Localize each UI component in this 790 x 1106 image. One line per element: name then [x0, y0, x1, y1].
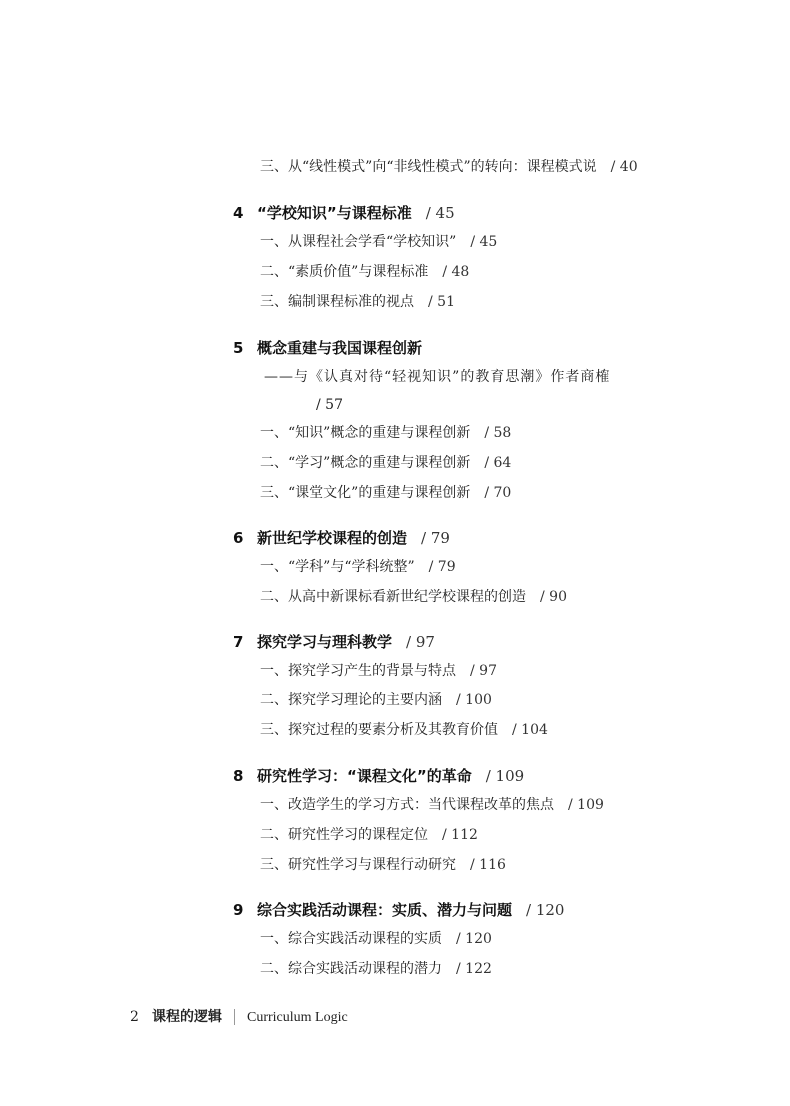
chapter-title: 综合实践活动课程：实质、潜力与问题 — [257, 901, 513, 919]
toc-section-entry[interactable] — [260, 587, 567, 607]
page-ref: / 48 — [442, 264, 470, 280]
toc-chapter-4[interactable] — [233, 203, 455, 223]
page-ref: / 97 — [470, 663, 497, 679]
page-ref: / 116 — [470, 857, 506, 873]
section-title: 三、编制课程标准的视点 — [260, 294, 414, 310]
footer-divider — [234, 1009, 235, 1025]
toc-section-entry[interactable] — [260, 825, 478, 845]
section-title: 一、“学科”与“学科统整” — [260, 559, 415, 575]
section-title: 二、“学习”概念的重建与课程创新 — [260, 455, 471, 471]
page-ref[interactable]: / 57 — [316, 397, 343, 413]
section-title: 三、探究过程的要素分析及其教育价值 — [260, 722, 498, 738]
toc-section-entry[interactable] — [260, 157, 638, 177]
page-ref: / 79 — [428, 559, 456, 575]
toc-section-entry[interactable] — [260, 720, 548, 740]
chapter-number: 5 — [233, 339, 244, 357]
section-title: 三、“课堂文化”的重建与课程创新 — [260, 485, 471, 501]
toc-section-entry[interactable] — [260, 795, 604, 815]
section-title: 三、从“线性模式”向“非线性模式”的转向：课程模式说 — [260, 159, 597, 175]
page-ref: / 100 — [456, 692, 492, 708]
toc-section-entry[interactable] — [260, 292, 455, 312]
section-title: 二、研究性学习的课程定位 — [260, 827, 428, 843]
toc-section-entry[interactable] — [260, 661, 497, 681]
toc-chapter-5[interactable] — [233, 338, 422, 358]
page-ref: / 120 — [526, 901, 565, 919]
chapter-number: 9 — [233, 901, 244, 919]
section-title: 一、“知识”概念的重建与课程创新 — [260, 425, 471, 441]
page-ref: / 45 — [425, 204, 455, 222]
section-title: 三、研究性学习与课程行动研究 — [260, 857, 456, 873]
toc-section-entry[interactable] — [260, 262, 469, 282]
toc-chapter-7[interactable] — [233, 632, 435, 652]
page-ref: / 58 — [484, 425, 512, 441]
chapter-number: 7 — [233, 633, 244, 651]
section-title: 一、探究学习产生的背景与特点 — [260, 663, 456, 679]
toc-chapter-8[interactable] — [233, 766, 524, 786]
page-ref: / 109 — [485, 767, 525, 785]
toc-section-entry[interactable] — [260, 232, 497, 252]
toc-section-entry[interactable] — [260, 855, 506, 875]
chapter-title: 探究学习与理科教学 — [257, 633, 393, 651]
toc-section-entry[interactable] — [260, 453, 511, 473]
toc-section-entry[interactable] — [260, 929, 492, 949]
chapter-title: 新世纪学校课程的创造 — [257, 529, 408, 547]
page-ref: / 112 — [442, 827, 478, 843]
page-footer — [130, 1007, 348, 1027]
section-title: 二、综合实践活动课程的潜力 — [260, 961, 442, 977]
toc-section-entry[interactable] — [260, 557, 456, 577]
page-ref: / 45 — [470, 234, 498, 250]
page-ref: / 40 — [610, 159, 638, 175]
toc-chapter-9[interactable] — [233, 900, 564, 920]
section-title: 一、从课程社会学看“学校知识” — [260, 234, 457, 250]
chapter-subtitle: ——与《认真对待“轻视知识”的教育思潮》作者商榷 — [264, 369, 611, 385]
toc-section-entry[interactable] — [260, 423, 511, 443]
toc-section-entry[interactable] — [260, 483, 511, 503]
section-title: 二、“素质价值”与课程标准 — [260, 264, 429, 280]
toc-section-entry[interactable] — [260, 690, 492, 710]
page-ref: / 122 — [456, 961, 492, 977]
footer-book-title: 课程的逻辑 — [152, 1009, 222, 1025]
section-title: 一、改造学生的学习方式：当代课程改革的焦点 — [260, 797, 554, 813]
section-title: 二、探究学习理论的主要内涵 — [260, 692, 442, 708]
page-ref: / 79 — [421, 529, 450, 547]
section-title: 二、从高中新课标看新世纪学校课程的创造 — [260, 589, 526, 605]
page-ref: / 51 — [428, 294, 455, 310]
page-ref: / 70 — [484, 485, 512, 501]
footer-english-title: Curriculum Logic — [247, 1010, 348, 1025]
chapter-title: 概念重建与我国课程创新 — [257, 339, 423, 357]
page-ref: / 64 — [484, 455, 512, 471]
chapter-title: 研究性学习：“课程文化”的革命 — [257, 767, 472, 785]
page-ref: / 109 — [568, 797, 604, 813]
chapter-number: 8 — [233, 767, 244, 785]
section-title: 一、综合实践活动课程的实质 — [260, 931, 442, 947]
footer-page-number: 2 — [130, 1009, 139, 1025]
toc-chapter-6[interactable] — [233, 528, 450, 548]
chapter-number: 4 — [233, 204, 244, 222]
page-ref: / 90 — [540, 589, 567, 605]
page-ref: / 97 — [406, 633, 435, 651]
chapter-number: 6 — [233, 529, 244, 547]
page-ref: / 120 — [456, 931, 492, 947]
toc-section-entry[interactable] — [260, 959, 492, 979]
page-ref: / 104 — [512, 722, 548, 738]
chapter-title: “学校知识”与课程标准 — [257, 204, 412, 222]
